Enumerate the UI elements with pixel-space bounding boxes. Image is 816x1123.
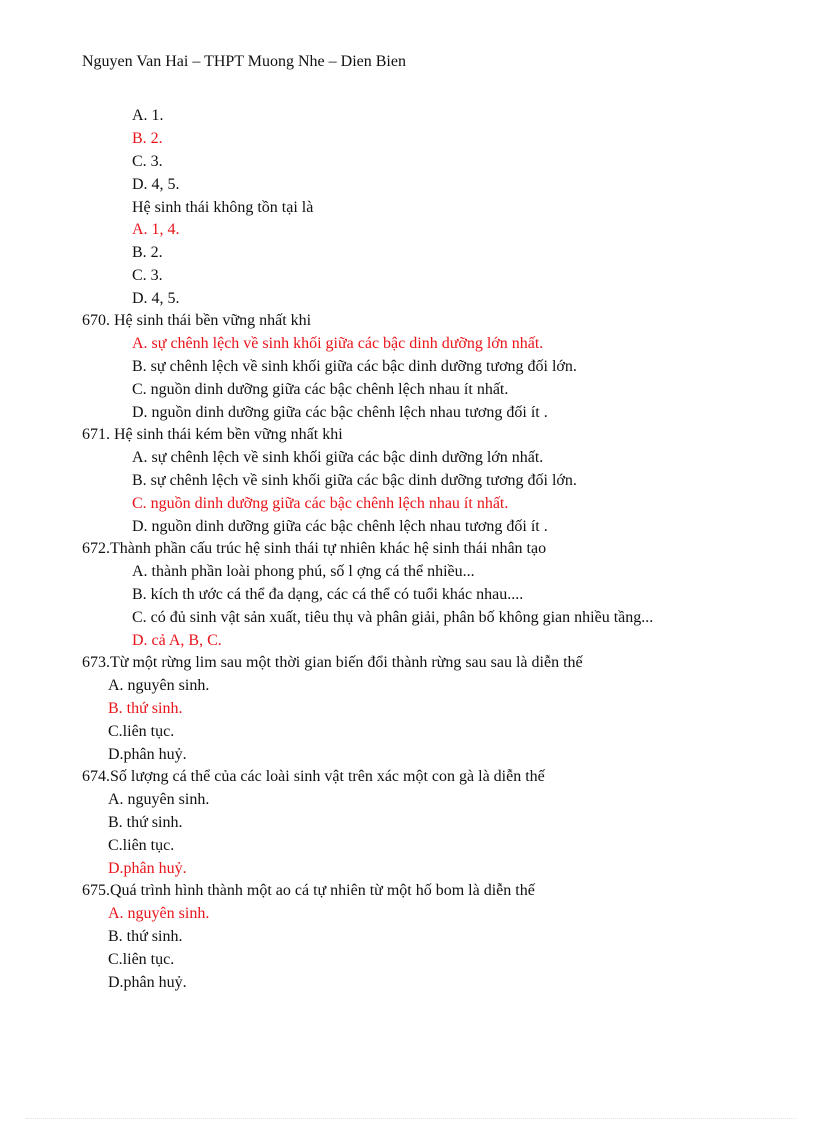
question-671: 671. Hệ sinh thái kém bền vững nhất khi [82,426,343,443]
question-670: 670. Hệ sinh thái bền vững nhất khi [82,312,312,329]
answer-option-correct: D. cả A, B, C. [132,632,222,649]
answer-option: D.phân huỷ. [108,974,187,991]
answer-option: D. 4, 5. [132,290,180,307]
answer-option: C.liên tục. [108,837,175,854]
question-675: 675.Quá trình hình thành một ao cá tự nhiên từ một hố bom là diễn thế [82,882,535,899]
answer-option: C. 3. [132,267,163,284]
answer-option: A. thành phần loài phong phú, số l ợng cá thể nhiều... [132,563,475,580]
answer-option: C. 3. [132,153,163,170]
answer-option: D. 4, 5. [132,176,180,193]
question-674: 674.Số lượng cá thể của các loài sinh vật trên xác một con gà là diễn thế [82,768,545,785]
answer-option: A. sự chênh lệch về sinh khối giữa các bậc dinh dưỡng lớn nhất. [132,449,544,466]
answer-option: B. thứ sinh. [108,928,183,945]
question-673: 673.Từ một rừng lim sau một thời gian biến đổi thành rừng sau sau là diễn thế [82,654,583,671]
answer-option-correct: A. 1, 4. [132,221,180,238]
answer-option: A. nguyên sinh. [108,791,210,808]
answer-option: D. nguồn dinh dưỡng giữa các bậc chênh lệch nhau tương đối ít . [132,404,548,421]
question-672: 672.Thành phần cấu trúc hệ sinh thái tự nhiên khác hệ sinh thái nhân tạo [82,540,547,557]
page-header: Nguyen Van Hai – THPT Muong Nhe – Dien Bien [82,53,406,70]
answer-option: C. nguồn dinh dưỡng giữa các bậc chênh lệch nhau ít nhất. [132,381,509,398]
answer-option: D. nguồn dinh dưỡng giữa các bậc chênh lệch nhau tương đối ít . [132,518,548,535]
answer-option: C.liên tục. [108,951,175,968]
answer-option: B. kích th ước cá thể đa dạng, các cá thể có tuổi khác nhau.... [132,586,524,603]
answer-option-correct: A. nguyên sinh. [108,905,210,922]
answer-option: C. có đủ sinh vật sản xuất, tiêu thụ và phân giải, phân bố không gian nhiều tầng... [132,609,654,626]
question-text: Hệ sinh thái không tồn tại là [132,199,314,216]
answer-option-correct: A. sự chênh lệch về sinh khối giữa các bậc dinh dưỡng lớn nhất. [132,335,544,352]
answer-option: B. sự chênh lệch về sinh khối giữa các bậc dinh dưỡng tương đối lớn. [132,358,577,375]
footer-divider [26,1118,796,1119]
answer-option-correct: B. 2. [132,130,163,147]
answer-option: A. nguyên sinh. [108,677,210,694]
answer-option: A. 1. [132,107,164,124]
answer-option: D.phân huỷ. [108,746,187,763]
answer-option: B. 2. [132,244,163,261]
answer-option-correct: C. nguồn dinh dưỡng giữa các bậc chênh lệch nhau ít nhất. [132,495,509,512]
answer-option: B. thứ sinh. [108,814,183,831]
answer-option-correct: B. thứ sinh. [108,700,183,717]
answer-option: C.liên tục. [108,723,175,740]
answer-option: B. sự chênh lệch về sinh khối giữa các bậc dinh dưỡng tương đối lớn. [132,472,577,489]
answer-option-correct: D.phân huỷ. [108,860,187,877]
